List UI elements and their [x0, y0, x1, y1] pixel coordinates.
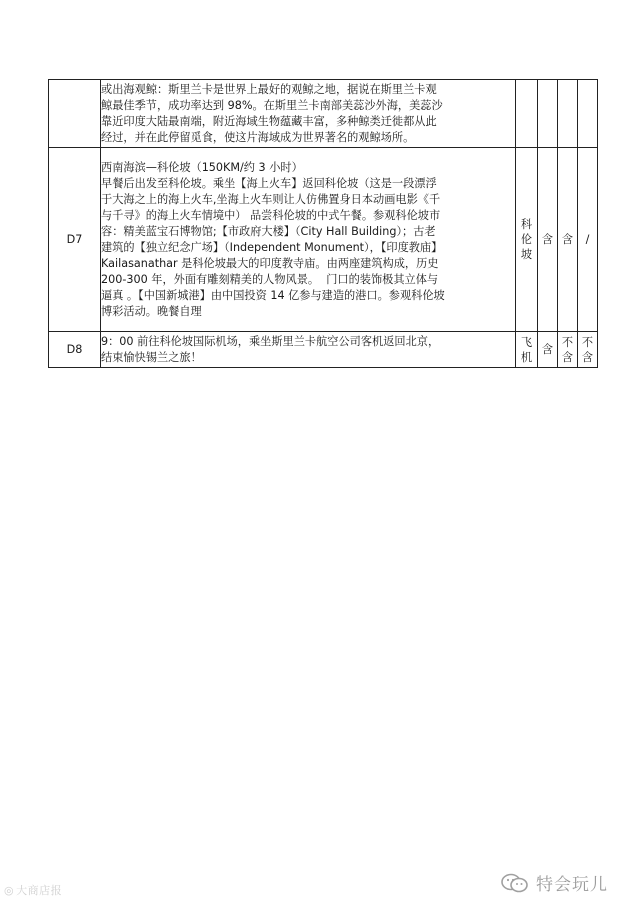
- table-row: [49, 80, 598, 148]
- description-line: 经过，并在此停留觅食，使这片海域成为世界著名的观鲸场所。: [101, 130, 415, 144]
- accommodation-text: [516, 335, 537, 365]
- stacked-char: 坡: [520, 248, 533, 261]
- meal-breakfast-cell: [538, 80, 558, 148]
- meal-dinner-cell: [578, 332, 598, 368]
- watermark: [4, 882, 62, 898]
- description-line: 博彩活动。晚餐自理: [101, 304, 202, 318]
- description-line: 结束愉快锡兰之旅！: [101, 350, 202, 364]
- description-cell: [101, 332, 516, 368]
- description-line: 逼真 。【中国新城港】由中国投资 14 亿参与建造的港口。参观科伦坡: [101, 288, 445, 302]
- description-line: 200-300 年，外面有雕刻精美的人物风景。 门口的装饰极其立体与: [101, 272, 439, 286]
- stacked-char: 含: [561, 350, 574, 364]
- watermark-text: 大商店报: [16, 884, 63, 897]
- table-row: [49, 332, 598, 368]
- meal-lunch-cell: [558, 332, 578, 368]
- description-cell: [101, 148, 516, 332]
- description-line: 早餐后出发至科伦坡。乘坐【海上火车】返回科伦坡（这是一段漂浮: [101, 176, 437, 190]
- itinerary-table: [48, 79, 598, 368]
- description-cell: [101, 80, 516, 148]
- description-line: 容：精美蓝宝石博物馆;【市政府大楼】（City Hall Building）；古老: [101, 224, 436, 238]
- accommodation-cell: [516, 148, 538, 332]
- description-line: 或出海观鲸：斯里兰卡是世界上最好的观鲸之地，据说在斯里兰卡观: [101, 82, 437, 96]
- weibo-icon: ◎: [4, 884, 15, 897]
- accommodation-text: [516, 217, 537, 262]
- meal-lunch-text: [558, 335, 577, 365]
- meal-breakfast-cell: 含: [538, 148, 558, 332]
- meal-dinner-cell: /: [578, 148, 598, 332]
- stacked-char: 不: [581, 335, 594, 349]
- accommodation-cell: [516, 80, 538, 148]
- day-cell: D8: [49, 332, 101, 368]
- stacked-char: 伦: [520, 233, 533, 246]
- description-line: 鲸最佳季节，成功率达到 98%。在斯里兰卡南部美蕊沙外海，美蕊沙: [101, 98, 443, 112]
- description-line: 与千寻》的海上火车情境中） 品尝科伦坡的中式午餐。参观科伦坡市: [101, 208, 441, 222]
- day-cell: D7: [49, 148, 101, 332]
- stacked-char: 不: [561, 335, 574, 349]
- description-line: 靠近印度大陆最南端，附近海域生物蕴藏丰富，多种鲸类迁徙都从此: [101, 114, 437, 128]
- meal-lunch-cell: 含: [558, 148, 578, 332]
- wechat-logo-icon: [500, 872, 530, 894]
- day-cell: [49, 80, 101, 148]
- description-line: 于大海之上的海上火车,坐海上火车则让人仿佛置身日本动画电影《千: [101, 192, 441, 206]
- meal-lunch-cell: [558, 80, 578, 148]
- table-row: [49, 148, 598, 332]
- accommodation-cell: [516, 332, 538, 368]
- stacked-char: 飞: [520, 335, 533, 349]
- meal-dinner-cell: [578, 80, 598, 148]
- description-line: 9：00 前往科伦坡国际机场，乘坐斯里兰卡航空公司客机返回北京，: [101, 334, 440, 348]
- stacked-char: 科: [520, 218, 533, 231]
- route-title: 西南海滨—科伦坡（150KM/约 3 小时）: [101, 160, 303, 174]
- description-line: Kailasanathar 是科伦坡最大的印度教寺庙。由两座建筑构成，历史: [101, 256, 439, 270]
- account-signature: [500, 870, 608, 895]
- account-name: 特会玩儿: [536, 875, 608, 895]
- meal-breakfast-cell: 含: [538, 332, 558, 368]
- stacked-char: 含: [581, 350, 594, 364]
- meal-dinner-text: [578, 335, 597, 365]
- stacked-char: 机: [520, 350, 533, 364]
- description-line: 建筑的【独立纪念广场】（Independent Monument），【印度教庙】: [101, 240, 443, 254]
